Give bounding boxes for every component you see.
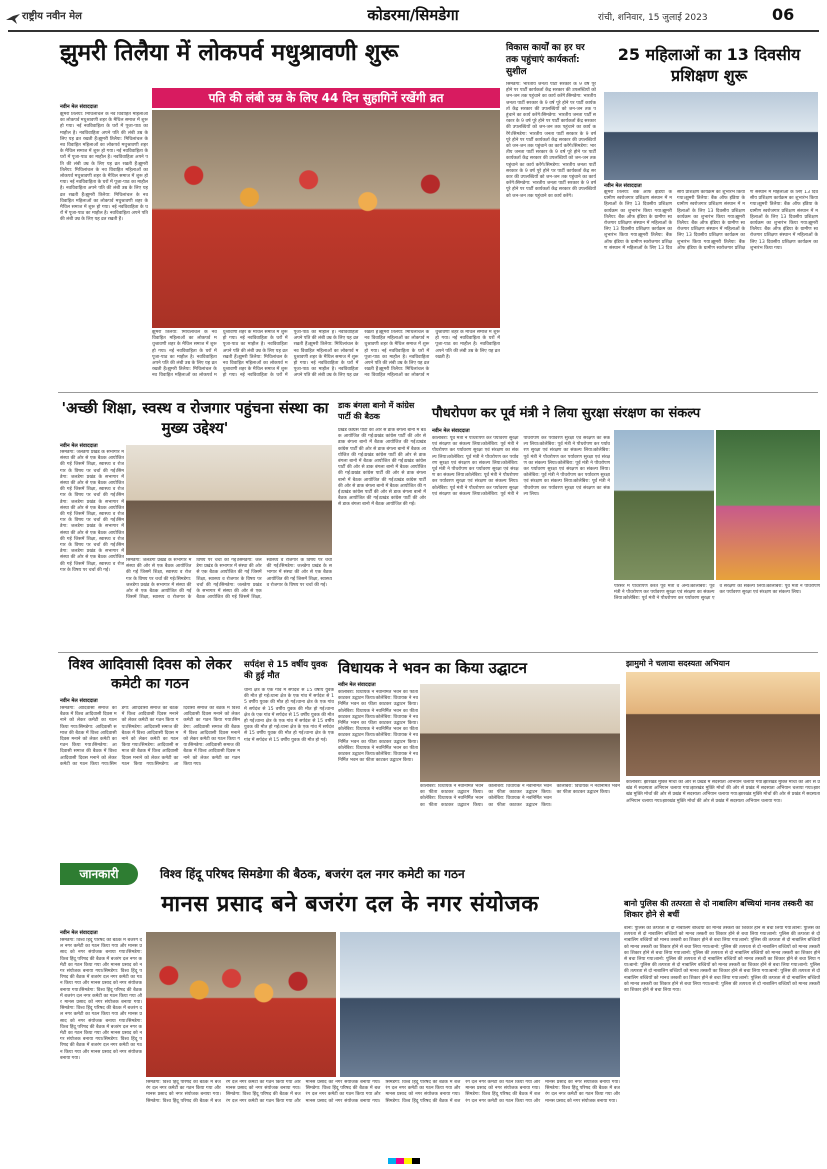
- story10-photo-right: [340, 932, 620, 1077]
- story7-headline: सर्पदंश से 15 वर्षीय युवक की हुई मौत: [244, 660, 328, 681]
- story3-body-cont: सिमडेगा: जलडेगा प्रखंड के सभागार में संस्था की ओर से एक बैठक आयोजित की गई जिसमें शिक्षा, स्वास्थ्य व रोजगार के विषय पर चर्चा की गई।सिमडेगा: जलडेगा प्रखंड के सभागार में संस्था की ओर से एक बैठक आयोजित की गई जिसमें शिक्षा, स्वास्थ्य व रोजगार के विषय पर चर्चा की गई।सिमडेगा: जलडेगा प्रखंड के सभागार में संस्था की ओर से एक बैठक आयोजित की गई जिसमें शिक्षा, स्वास्थ्य व रोजगार के विषय पर चर्चा की गई।सिमडेगा: जलडेगा प्रखंड के सभागार में संस्था की ओर से एक बैठक आयोजित की गई जिसमें शिक्षा, स्वास्थ्य व रोजगार के विषय पर चर्चा की गई।सिमडेगा: जलडेगा प्रखंड के सभागार में संस्था की ओर से एक बैठक आयोजित की गई जिसमें शिक्षा, स्वास्थ्य व रोजगार के विषय पर चर्चा की गई।: [126, 558, 332, 601]
- story8-body-cont: कोलेबिरा: विधायक ने नवनिर्मित भवन का फीता काटकर उद्घाटन किया।कोलेबिरा: विधायक ने नवनिर्मित भवन का फीता काटकर उद्घाटन किया।कोलेबिरा: विधायक ने नवनिर्मित भवन का फीता काटकर उद्घाटन किया।कोलेबिरा: विधायक ने नवनिर्मित भवन का फीता काटकर उद्घाटन किया।कोलेबिरा: विधायक ने नवनिर्मित भवन का फीता काटकर उद्घाटन किया।: [420, 784, 620, 808]
- story2-body: झुमरी तिलैया: बैंक ऑफ इंडिया के ग्रामीण स्वरोजगार प्रशिक्षण संस्थान में महिलाओं के लिए 13 दिवसीय प्रशिक्षण कार्यक्रम का शुभारंभ किया गया।झुमरी तिलैया: बैंक ऑफ इंडिया के ग्रामीण स्वरोजगार प्रशिक्षण संस्थान में महिलाओं के लिए 13 दिवसीय प्रशिक्षण कार्यक्रम का शुभारंभ किया गया।झुमरी तिलैया: बैंक ऑफ इंडिया के ग्रामीण स्वरोजगार प्रशिक्षण संस्थान में महिलाओं के लिए 13 दिवसीय प्रशिक्षण कार्यक्रम का शुभारंभ किया गया।झुमरी तिलैया: बैंक ऑफ इंडिया के ग्रामीण स्वरोजगार प्रशिक्षण संस्थान में महिलाओं के लिए 13 दिवसीय प्रशिक्षण कार्यक्रम का शुभारंभ किया गया।झुमरी तिलैया: बैंक ऑफ इंडिया के ग्रामीण स्वरोजगार प्रशिक्षण संस्थान में महिलाओं के लिए 13 दिवसीय प्रशिक्षण कार्यक्रम का शुभारंभ किया गया।झुमरी तिलैया: बैंक ऑफ इंडिया के ग्रामीण स्वरोजगार प्रशिक्षण संस्थान में महिलाओं के लिए 13 दिवसीय प्रशिक्षण कार्यक्रम का शुभारंभ किया गया।झुमरी तिलैया: बैंक ऑफ इंडिया के ग्रामीण स्वरोजगार प्रशिक्षण संस्थान में महिलाओं के लिए 13 दिवसीय प्रशिक्षण कार्यक्रम का शुभारंभ किया गया।झुमरी तिलैया: बैंक ऑफ इंडिया के ग्रामीण स्वरोजगार प्रशिक्षण संस्थान में महिलाओं के लिए 13 दिवसीय प्रशिक्षण कार्यक्रम का शुभारंभ किया गया।: [604, 190, 818, 251]
- paper-name: राष्ट्रीय नवीन मेल: [22, 11, 82, 22]
- sidebar1-headline: विकास कार्यों का हर घर तक पहुंचाएं कार्यकर्ता: सुशील: [506, 43, 585, 77]
- story9-body: कोलेबिरा: झारखंड मुक्ति मोर्चा की ओर से प्रखंड में सदस्यता अभियान चलाया गया।झारखंड मुक्ति मोर्चा की ओर से प्रखंड में सदस्यता अभियान चलाया गया।झारखंड मुक्ति मोर्चा की ओर से प्रखंड में सदस्यता अभियान चलाया गया।झारखंड मुक्ति मोर्चा की ओर से प्रखंड में सदस्यता अभियान चलाया गया।झारखंड मुक्ति मोर्चा की ओर से प्रखंड में सदस्यता अभियान चलाया गया।झारखंड मुक्ति मोर्चा की ओर से प्रखंड में सदस्यता अभियान चलाया गया।: [626, 780, 820, 804]
- story1-body-cont: झुमरी तिलैया: मिथिलांचल के नव विवाहित महिलाओं का लोकपर्व मधुश्रावणी शहर के मैथिल समाज में शुरू हो गया। नई नवविवाहिता के घरों में पूजा-पाठ का माहौल है। नवविवाहिता अपने पति की लंबी उम्र के लिए यह व्रत रखती हैं।झुमरी तिलैया: मिथिलांचल के नव विवाहित महिलाओं का लोकपर्व मधुश्रावणी शहर के मैथिल समाज में शुरू हो गया। नई नवविवाहिता के घरों में पूजा-पाठ का माहौल है। नवविवाहिता अपने पति की लंबी उम्र के लिए यह व्रत रखती हैं।झुमरी तिलैया: मिथिलांचल के नव विवाहित महिलाओं का लोकपर्व मधुश्रावणी शहर के मैथिल समाज में शुरू हो गया। नई नवविवाहिता के घरों में पूजा-पाठ का माहौल है। नवविवाहिता अपने पति की लंबी उम्र के लिए यह व्रत रखती हैं।झुमरी तिलैया: मिथिलांचल के नव विवाहित महिलाओं का लोकपर्व मधुश्रावणी शहर के मैथिल समाज में शुरू हो गया। नई नवविवाहिता के घरों में पूजा-पाठ का माहौल है। नवविवाहिता अपने पति की लंबी उम्र के लिए यह व्रत रखती हैं।झुमरी तिलैया: मिथिलांचल के नव विवाहित महिलाओं का लोकपर्व मधुश्रावणी शहर के मैथिल समाज में शुरू हो गया। नई नवविवाहिता के घरों में पूजा-पाठ का माहौल है। नवविवाहिता अपने पति की लंबी उम्र के लिए यह व्रत रखती हैं।झुमरी तिलैया: मिथिलांचल के नव विवाहित महिलाओं का लोकपर्व मधुश्रावणी शहर के मैथिल समाज में शुरू हो गया। नई नवविवाहिता के घरों में पूजा-पाठ का माहौल है। नवविवाहिता अपने पति की लंबी उम्र के लिए यह व्रत रखती हैं।: [152, 330, 500, 379]
- story5-photo-left: [614, 430, 714, 580]
- story1-photo: [152, 110, 500, 328]
- story1-byline: नवीन मेल संवाददाता: [60, 104, 98, 110]
- section-title: कोडरमा/सिमडेगा: [367, 6, 459, 24]
- story10-body-cont: सिमडेगा: विश्व हिंदू परिषद की बैठक में बजरंग दल नगर कमेटी का गठन किया गया और मानस प्रसाद को नगर संयोजक बनाया गया।सिमडेगा: विश्व हिंदू परिषद की बैठक में बजरंग दल नगर कमेटी का गठन किया गया और मानस प्रसाद को नगर संयोजक बनाया गया।सिमडेगा: विश्व हिंदू परिषद की बैठक में बजरंग दल नगर कमेटी का गठन किया गया और मानस प्रसाद को नगर संयोजक बनाया गया।सिमडेगा: विश्व हिंदू परिषद की बैठक में बजरंग दल नगर कमेटी का गठन किया गया और मानस प्रसाद को नगर संयोजक बनाया गया।सिमडेगा: विश्व हिंदू परिषद की बैठक में बजरंग दल नगर कमेटी का गठन किया गया और मानस प्रसाद को नगर संयोजक बनाया गया।सिमडेगा: विश्व हिंदू परिषद की बैठक में बजरंग दल नगर कमेटी का गठन किया गया और मानस प्रसाद को नगर संयोजक बनाया गया।सिमडेगा: विश्व हिंदू परिषद की बैठक में बजरंग दल नगर कमेटी का गठन किया गया और मानस प्रसाद को नगर संयोजक बनाया गया।सिमडेगा: विश्व हिंदू परिषद की बैठक में बजरंग दल नगर कमेटी का गठन किया गया और मानस प्रसाद को नगर संयोजक बनाया गया।: [146, 1080, 620, 1104]
- story2-byline: नवीन मेल संवाददाता: [604, 183, 642, 189]
- story4-headline: डाक बंगला बानो में कांग्रेस पार्टी की बैठक: [338, 401, 415, 421]
- masthead-rule: [8, 30, 819, 32]
- story10-kicker: विश्व हिंदू परिषद सिमडेगा की बैठक, बजरंग दल नगर कमेटी का गठन: [160, 867, 465, 881]
- story10-label-text: जानकारी: [79, 867, 119, 881]
- bird-logo-icon: [6, 9, 20, 19]
- story6-byline: नवीन मेल संवाददाता: [60, 698, 98, 704]
- story3-photo: [126, 445, 332, 555]
- story4-body: प्रखंड कांग्रेस पार्टी की ओर से डाक बंगला बानो में बैठक आयोजित की गई।प्रखंड कांग्रेस पार्टी की ओर से डाक बंगला बानो में बैठक आयोजित की गई।प्रखंड कांग्रेस पार्टी की ओर से डाक बंगला बानो में बैठक आयोजित की गई।प्रखंड कांग्रेस पार्टी की ओर से डाक बंगला बानो में बैठक आयोजित की गई।प्रखंड कांग्रेस पार्टी की ओर से डाक बंगला बानो में बैठक आयोजित की गई।प्रखंड कांग्रेस पार्टी की ओर से डाक बंगला बानो में बैठक आयोजित की गई।प्रखंड कांग्रेस पार्टी की ओर से डाक बंगला बानो में बैठक आयोजित की गई।प्रखंड कांग्रेस पार्टी की ओर से डाक बंगला बानो में बैठक आयोजित की गई।प्रखंड कांग्रेस पार्टी की ओर से डाक बंगला बानो में बैठक आयोजित की गई।: [338, 428, 426, 508]
- story8-photo: [420, 684, 620, 782]
- divider: [58, 652, 818, 653]
- story9-headline: झामुमो ने चलाया सदस्यता अभियान: [626, 659, 730, 668]
- story3-body: सिमडेगा: जलडेगा प्रखंड के सभागार में संस्था की ओर से एक बैठक आयोजित की गई जिसमें शिक्षा, स्वास्थ्य व रोजगार के विषय पर चर्चा की गई।सिमडेगा: जलडेगा प्रखंड के सभागार में संस्था की ओर से एक बैठक आयोजित की गई जिसमें शिक्षा, स्वास्थ्य व रोजगार के विषय पर चर्चा की गई।सिमडेगा: जलडेगा प्रखंड के सभागार में संस्था की ओर से एक बैठक आयोजित की गई जिसमें शिक्षा, स्वास्थ्य व रोजगार के विषय पर चर्चा की गई।सिमडेगा: जलडेगा प्रखंड के सभागार में संस्था की ओर से एक बैठक आयोजित की गई जिसमें शिक्षा, स्वास्थ्य व रोजगार के विषय पर चर्चा की गई।सिमडेगा: जलडेगा प्रखंड के सभागार में संस्था की ओर से एक बैठक आयोजित की गई जिसमें शिक्षा, स्वास्थ्य व रोजगार के विषय पर चर्चा की गई।: [60, 450, 124, 573]
- story2-headline: 25 महिलाओं का 13 दिवसीय प्रशिक्षण शुरू: [617, 45, 801, 85]
- color-registration-marks: [388, 1158, 420, 1164]
- story5-headline: पौधरोपण कर पूर्व मंत्री ने लिया सुरक्षा संरक्षण का संकल्प: [432, 406, 701, 421]
- page-number: 06: [772, 5, 795, 24]
- story1-body: झुमरी तिलैया: मिथिलांचल के नव विवाहित महिलाओं का लोकपर्व मधुश्रावणी शहर के मैथिल समाज में शुरू हो गया। नई नवविवाहिता के घरों में पूजा-पाठ का माहौल है। नवविवाहिता अपने पति की लंबी उम्र के लिए यह व्रत रखती हैं।झुमरी तिलैया: मिथिलांचल के नव विवाहित महिलाओं का लोकपर्व मधुश्रावणी शहर के मैथिल समाज में शुरू हो गया। नई नवविवाहिता के घरों में पूजा-पाठ का माहौल है। नवविवाहिता अपने पति की लंबी उम्र के लिए यह व्रत रखती हैं।झुमरी तिलैया: मिथिलांचल के नव विवाहित महिलाओं का लोकपर्व मधुश्रावणी शहर के मैथिल समाज में शुरू हो गया। नई नवविवाहिता के घरों में पूजा-पाठ का माहौल है। नवविवाहिता अपने पति की लंबी उम्र के लिए यह व्रत रखती हैं।झुमरी तिलैया: मिथिलांचल के नव विवाहित महिलाओं का लोकपर्व मधुश्रावणी शहर के मैथिल समाज में शुरू हो गया। नई नवविवाहिता के घरों में पूजा-पाठ का माहौल है। नवविवाहिता अपने पति की लंबी उम्र के लिए यह व्रत रखती हैं।: [60, 112, 148, 223]
- story8-headline: विधायक ने भवन का किया उद्घाटन: [338, 659, 527, 677]
- story10-photo-left: [146, 932, 336, 1077]
- story1-banner: पति की लंबी उम्र के लिए 44 दिन सुहागिनें रखेंगी व्रत: [152, 88, 500, 108]
- masthead: [0, 0, 827, 34]
- story1-headline: झुमरी तिलैया में लोकपर्व मधुश्रावणी शुरू: [60, 40, 399, 66]
- story10-body: सिमडेगा: विश्व हिंदू परिषद की बैठक में बजरंग दल नगर कमेटी का गठन किया गया और मानस प्रसाद को नगर संयोजक बनाया गया।सिमडेगा: विश्व हिंदू परिषद की बैठक में बजरंग दल नगर कमेटी का गठन किया गया और मानस प्रसाद को नगर संयोजक बनाया गया।सिमडेगा: विश्व हिंदू परिषद की बैठक में बजरंग दल नगर कमेटी का गठन किया गया और मानस प्रसाद को नगर संयोजक बनाया गया।सिमडेगा: विश्व हिंदू परिषद की बैठक में बजरंग दल नगर कमेटी का गठन किया गया और मानस प्रसाद को नगर संयोजक बनाया गया।सिमडेगा: विश्व हिंदू परिषद की बैठक में बजरंग दल नगर कमेटी का गठन किया गया और मानस प्रसाद को नगर संयोजक बनाया गया।सिमडेगा: विश्व हिंदू परिषद की बैठक में बजरंग दल नगर कमेटी का गठन किया गया और मानस प्रसाद को नगर संयोजक बनाया गया।सिमडेगा: विश्व हिंदू परिषद की बैठक में बजरंग दल नगर कमेटी का गठन किया गया और मानस प्रसाद को नगर संयोजक बनाया गया।: [60, 938, 142, 1061]
- dateline: रांची, शनिवार, 15 जुलाई 2023: [598, 13, 708, 23]
- divider: [58, 392, 818, 393]
- story5-byline: नवीन मेल संवाददाता: [432, 428, 470, 434]
- story3-byline: नवीन मेल संवाददाता: [60, 443, 98, 449]
- story5-photo-right: [716, 430, 820, 580]
- story8-body: कोलेबिरा: विधायक ने नवनिर्मित भवन का फीता काटकर उद्घाटन किया।कोलेबिरा: विधायक ने नवनिर्मित भवन का फीता काटकर उद्घाटन किया।कोलेबिरा: विधायक ने नवनिर्मित भवन का फीता काटकर उद्घाटन किया।कोलेबिरा: विधायक ने नवनिर्मित भवन का फीता काटकर उद्घाटन किया।कोलेबिरा: विधायक ने नवनिर्मित भवन का फीता काटकर उद्घाटन किया।कोलेबिरा: विधायक ने नवनिर्मित भवन का फीता काटकर उद्घाटन किया।कोलेबिरा: विधायक ने नवनिर्मित भवन का फीता काटकर उद्घाटन किया।कोलेबिरा: विधायक ने नवनिर्मित भवन का फीता काटकर उद्घाटन किया।: [338, 690, 418, 764]
- story9-photo: [626, 672, 820, 776]
- story8-byline: नवीन मेल संवाददाता: [338, 682, 376, 688]
- story10-label: [60, 863, 138, 885]
- story10-byline: नवीन मेल संवाददाता: [60, 930, 98, 936]
- story5-body: कोलेबिरा: पूर्व मंत्री ने पौधरोपण कर पर्यावरण सुरक्षा एवं संरक्षण का संकल्प लिया।कोलेबिरा: पूर्व मंत्री ने पौधरोपण कर पर्यावरण सुरक्षा एवं संरक्षण का संकल्प लिया।कोलेबिरा: पूर्व मंत्री ने पौधरोपण कर पर्यावरण सुरक्षा एवं संरक्षण का संकल्प लिया।कोलेबिरा: पूर्व मंत्री ने पौधरोपण कर पर्यावरण सुरक्षा एवं संरक्षण का संकल्प लिया।कोलेबिरा: पूर्व मंत्री ने पौधरोपण कर पर्यावरण सुरक्षा एवं संरक्षण का संकल्प लिया।कोलेबिरा: पूर्व मंत्री ने पौधरोपण कर पर्यावरण सुरक्षा एवं संरक्षण का संकल्प लिया।कोलेबिरा: पूर्व मंत्री ने पौधरोपण कर पर्यावरण सुरक्षा एवं संरक्षण का संकल्प लिया।कोलेबिरा: पूर्व मंत्री ने पौधरोपण कर पर्यावरण सुरक्षा एवं संरक्षण का संकल्प लिया।कोलेबिरा: पूर्व मंत्री ने पौधरोपण कर पर्यावरण सुरक्षा एवं संरक्षण का संकल्प लिया।कोलेबिरा: पूर्व मंत्री ने पौधरोपण कर पर्यावरण सुरक्षा एवं संरक्षण का संकल्प लिया।कोलेबिरा: पूर्व मंत्री ने पौधरोपण कर पर्यावरण सुरक्षा एवं संरक्षण का संकल्प लिया।कोलेबिरा: पूर्व मंत्री ने पौधरोपण कर पर्यावरण सुरक्षा एवं संरक्षण का संकल्प लिया।: [432, 436, 610, 497]
- story11-body: बानो: पुलिस की तत्परता से दो नाबालिग बच्चियों को मानव तस्करी का शिकार होने से बचा लिया गया।बानो: पुलिस की तत्परता से दो नाबालिग बच्चियों को मानव तस्करी का शिकार होने से बचा लिया गया।बानो: पुलिस की तत्परता से दो नाबालिग बच्चियों को मानव तस्करी का शिकार होने से बचा लिया गया।बानो: पुलिस की तत्परता से दो नाबालिग बच्चियों को मानव तस्करी का शिकार होने से बचा लिया गया।बानो: पुलिस की तत्परता से दो नाबालिग बच्चियों को मानव तस्करी का शिकार होने से बचा लिया गया।बानो: पुलिस की तत्परता से दो नाबालिग बच्चियों को मानव तस्करी का शिकार होने से बचा लिया गया।बानो: पुलिस की तत्परता से दो नाबालिग बच्चियों को मानव तस्करी का शिकार होने से बचा लिया गया।बानो: पुलिस की तत्परता से दो नाबालिग बच्चियों को मानव तस्करी का शिकार होने से बचा लिया गया।बानो: पुलिस की तत्परता से दो नाबालिग बच्चियों को मानव तस्करी का शिकार होने से बचा लिया गया।बानो: पुलिस की तत्परता से दो नाबालिग बच्चियों को मानव तस्करी का शिकार होने से बचा लिया गया।बानो: पुलिस की तत्परता से दो नाबालिग बच्चियों को मानव तस्करी का शिकार होने से बचा लिया गया।बानो: पुलिस की तत्परता से दो नाबालिग बच्चियों को मानव तस्करी का शिकार होने से बचा लिया गया।: [624, 926, 820, 994]
- sidebar1-body: सिमडेगा: भारतीय जनता पार्टी सरकार के 9 वर्ष पूरे होने पर पार्टी कार्यकर्ता केंद्र सरकार की उपलब्धियों को जन-जन तक पहुंचाने का कार्य करेंगे।सिमडेगा: भारतीय जनता पार्टी सरकार के 9 वर्ष पूरे होने पर पार्टी कार्यकर्ता केंद्र सरकार की उपलब्धियों को जन-जन तक पहुंचाने का कार्य करेंगे।सिमडेगा: भारतीय जनता पार्टी सरकार के 9 वर्ष पूरे होने पर पार्टी कार्यकर्ता केंद्र सरकार की उपलब्धियों को जन-जन तक पहुंचाने का कार्य करेंगे।सिमडेगा: भारतीय जनता पार्टी सरकार के 9 वर्ष पूरे होने पर पार्टी कार्यकर्ता केंद्र सरकार की उपलब्धियों को जन-जन तक पहुंचाने का कार्य करेंगे।सिमडेगा: भारतीय जनता पार्टी सरकार के 9 वर्ष पूरे होने पर पार्टी कार्यकर्ता केंद्र सरकार की उपलब्धियों को जन-जन तक पहुंचाने का कार्य करेंगे।सिमडेगा: भारतीय जनता पार्टी सरकार के 9 वर्ष पूरे होने पर पार्टी कार्यकर्ता केंद्र सरकार की उपलब्धियों को जन-जन तक पहुंचाने का कार्य करेंगे।सिमडेगा: भारतीय जनता पार्टी सरकार के 9 वर्ष पूरे होने पर पार्टी कार्यकर्ता केंद्र सरकार की उपलब्धियों को जन-जन तक पहुंचाने का कार्य करेंगे।: [506, 82, 596, 199]
- story2-photo: [604, 92, 818, 180]
- story10-headline: मानस प्रसाद बने बजरंग दल के नगर संयोजक: [161, 892, 539, 917]
- story6-headline: विश्व आदिवासी दिवस को लेकर कमेटी का गठन: [68, 657, 232, 692]
- story3-headline: 'अच्छी शिक्षा, स्वस्थ व रोजगार पहुंचना संस्था का मुख्य उद्देश्य': [61, 399, 329, 437]
- story7-body: थाना क्षेत्र के एक गांव में सर्पदंश से 15 वर्षीय युवक की मौत हो गई।थाना क्षेत्र के एक गांव में सर्पदंश से 15 वर्षीय युवक की मौत हो गई।थाना क्षेत्र के एक गांव में सर्पदंश से 15 वर्षीय युवक की मौत हो गई।थाना क्षेत्र के एक गांव में सर्पदंश से 15 वर्षीय युवक की मौत हो गई।थाना क्षेत्र के एक गांव में सर्पदंश से 15 वर्षीय युवक की मौत हो गई।थाना क्षेत्र के एक गांव में सर्पदंश से 15 वर्षीय युवक की मौत हो गई।थाना क्षेत्र के एक गांव में सर्पदंश से 15 वर्षीय युवक की मौत हो गई।: [244, 688, 334, 743]
- story11-headline: बानो पुलिस की तत्परता से दो नाबालिग बच्चियां मानव तस्करी का शिकार होने से बचीं: [624, 899, 814, 919]
- story6-body: सिमडेगा: आदिवासी समाज की बैठक में विश्व आदिवासी दिवस मनाने को लेकर कमेटी का गठन किया गया।सिमडेगा: आदिवासी समाज की बैठक में विश्व आदिवासी दिवस मनाने को लेकर कमेटी का गठन किया गया।सिमडेगा: आदिवासी समाज की बैठक में विश्व आदिवासी दिवस मनाने को लेकर कमेटी का गठन किया गया।सिमडेगा: आदिवासी समाज की बैठक में विश्व आदिवासी दिवस मनाने को लेकर कमेटी का गठन किया गया।सिमडेगा: आदिवासी समाज की बैठक में विश्व आदिवासी दिवस मनाने को लेकर कमेटी का गठन किया गया।सिमडेगा: आदिवासी समाज की बैठक में विश्व आदिवासी दिवस मनाने को लेकर कमेटी का गठन किया गया।सिमडेगा: आदिवासी समाज की बैठक में विश्व आदिवासी दिवस मनाने को लेकर कमेटी का गठन किया गया।सिमडेगा: आदिवासी समाज की बैठक में विश्व आदिवासी दिवस मनाने को लेकर कमेटी का गठन किया गया।सिमडेगा: आदिवासी समाज की बैठक में विश्व आदिवासी दिवस मनाने को लेकर कमेटी का गठन किया गया।: [60, 706, 240, 767]
- story5-caption: परिसर में पौधरोपण करते पूर्व मंत्री व अन्य।कोलेबिरा: पूर्व मंत्री ने पौधरोपण कर पर्यावरण सुरक्षा एवं संरक्षण का संकल्प लिया।कोलेबिरा: पूर्व मंत्री ने पौधरोपण कर पर्यावरण सुरक्षा एवं संरक्षण का संकल्प लिया।कोलेबिरा: पूर्व मंत्री ने पौधरोपण कर पर्यावरण सुरक्षा एवं संरक्षण का संकल्प लिया।: [614, 584, 820, 602]
